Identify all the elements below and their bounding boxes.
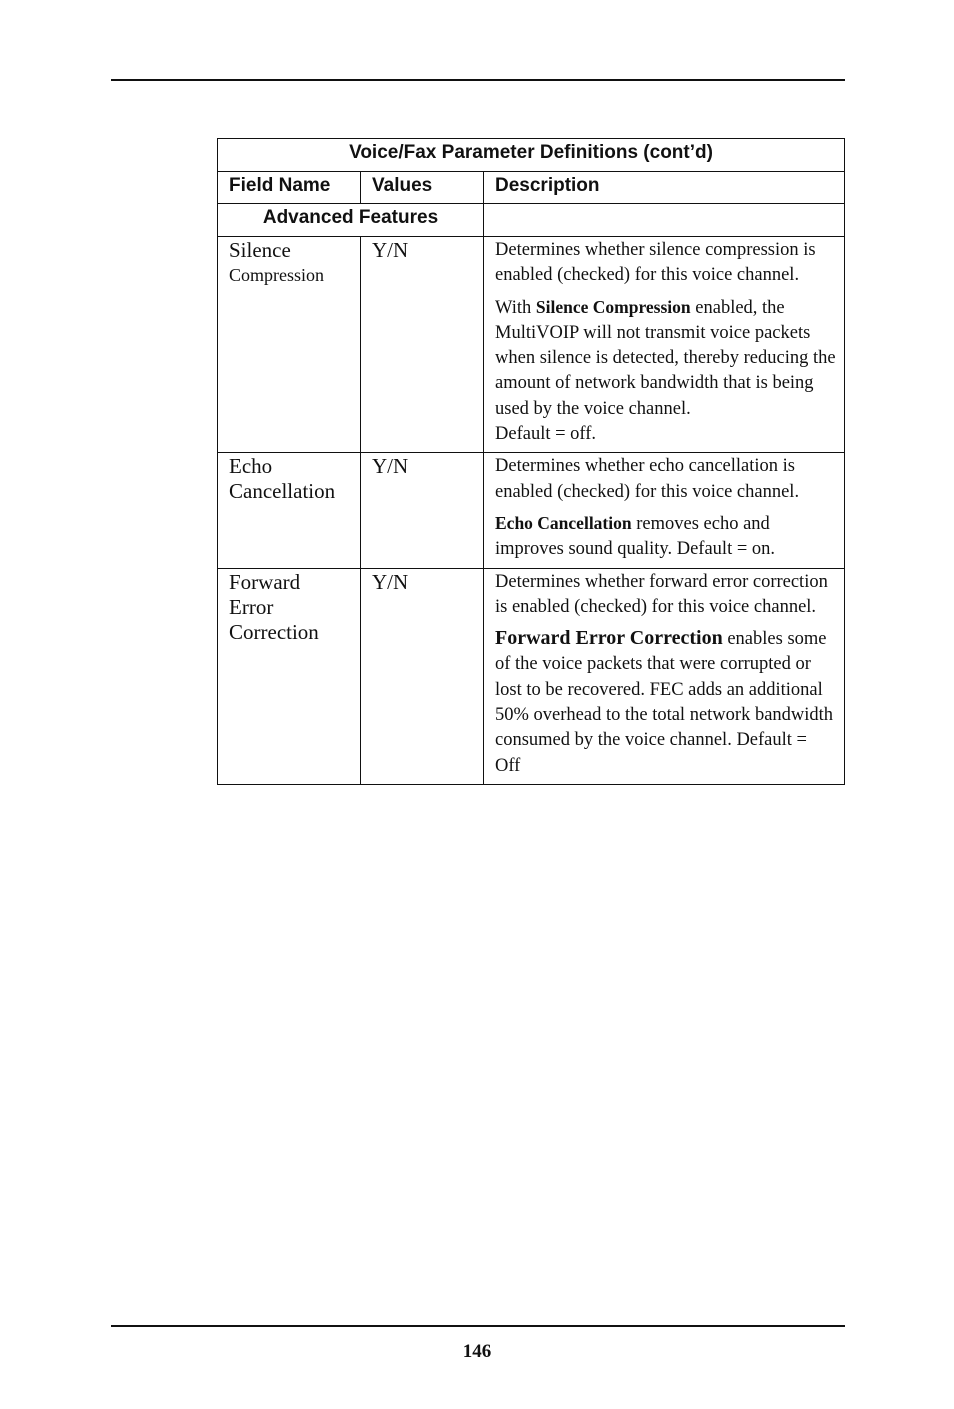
field-name-cell [218, 568, 361, 784]
field-name-line: Error [229, 594, 274, 619]
value-cell [361, 568, 484, 784]
footer-rule [111, 1325, 845, 1327]
table-row [218, 453, 845, 568]
field-name-cell [218, 453, 361, 568]
field-name-line: Forward [229, 569, 301, 594]
parameter-definitions-table [217, 138, 845, 785]
field-name-line: Cancellation [229, 479, 336, 504]
description-text: With [495, 297, 536, 318]
value-text: Y/N [372, 238, 409, 262]
column-header-field-name: Field Name [218, 172, 361, 204]
description-paragraph [495, 511, 836, 568]
description-paragraph: Determines whether echo cancellation is enabled (checked) for this voice channel. [495, 456, 800, 502]
description-paragraph: Determines whether silence compression is enabled (checked) for this voice channel. [495, 240, 816, 286]
description-paragraph: Determines whether forward error correction is enabled (checked) for this voice channel. [495, 571, 828, 617]
table-title-row [218, 139, 845, 172]
description-emphasis: Echo Cancellation [495, 512, 632, 533]
table-title: Voice/Fax Parameter Definitions (cont’d) [218, 139, 845, 172]
description-text: removes echo and improves sound quality. Default = on. [495, 513, 776, 560]
description-cell [484, 453, 845, 568]
section-heading: Advanced Features [218, 204, 484, 237]
description-paragraph [495, 626, 836, 784]
description-paragraph [495, 295, 836, 422]
value-text: Y/N [372, 569, 409, 594]
table-header-row [218, 172, 845, 204]
field-name-line: Echo [229, 454, 273, 479]
description-emphasis: Forward Error Correction [495, 627, 723, 650]
column-header-description: Description [484, 172, 845, 204]
value-cell [361, 453, 484, 568]
description-text: enables some of the voice packets that were corrupted or lost to be recovered. FEC adds an additional 50% overhead to the total network bandwidth consumed by the voice channel. Default = Off [495, 629, 834, 776]
value-text: Y/N [372, 454, 409, 479]
section-row [218, 204, 845, 237]
field-name-line: Correction [229, 619, 319, 644]
field-name-cell [218, 237, 361, 453]
field-name-line: Silence [229, 238, 291, 262]
column-header-values: Values [361, 172, 484, 204]
table-row [218, 237, 845, 453]
description-emphasis: Silence Compression [535, 296, 691, 317]
section-empty-cell [484, 204, 845, 237]
table-row [218, 568, 845, 784]
page-number: 146 [462, 1341, 492, 1362]
description-cell [484, 237, 845, 453]
description-cell [484, 568, 845, 784]
header-rule [111, 79, 845, 81]
description-text: enabled, the MultiVOIP will not transmit voice packets when silence is detected, thereby reducing the amount of network bandwidth that is being used by the voice channel. [495, 297, 836, 419]
value-cell [361, 237, 484, 453]
description-default: Default = off. [495, 424, 597, 445]
field-name-line: Compression [229, 265, 325, 285]
